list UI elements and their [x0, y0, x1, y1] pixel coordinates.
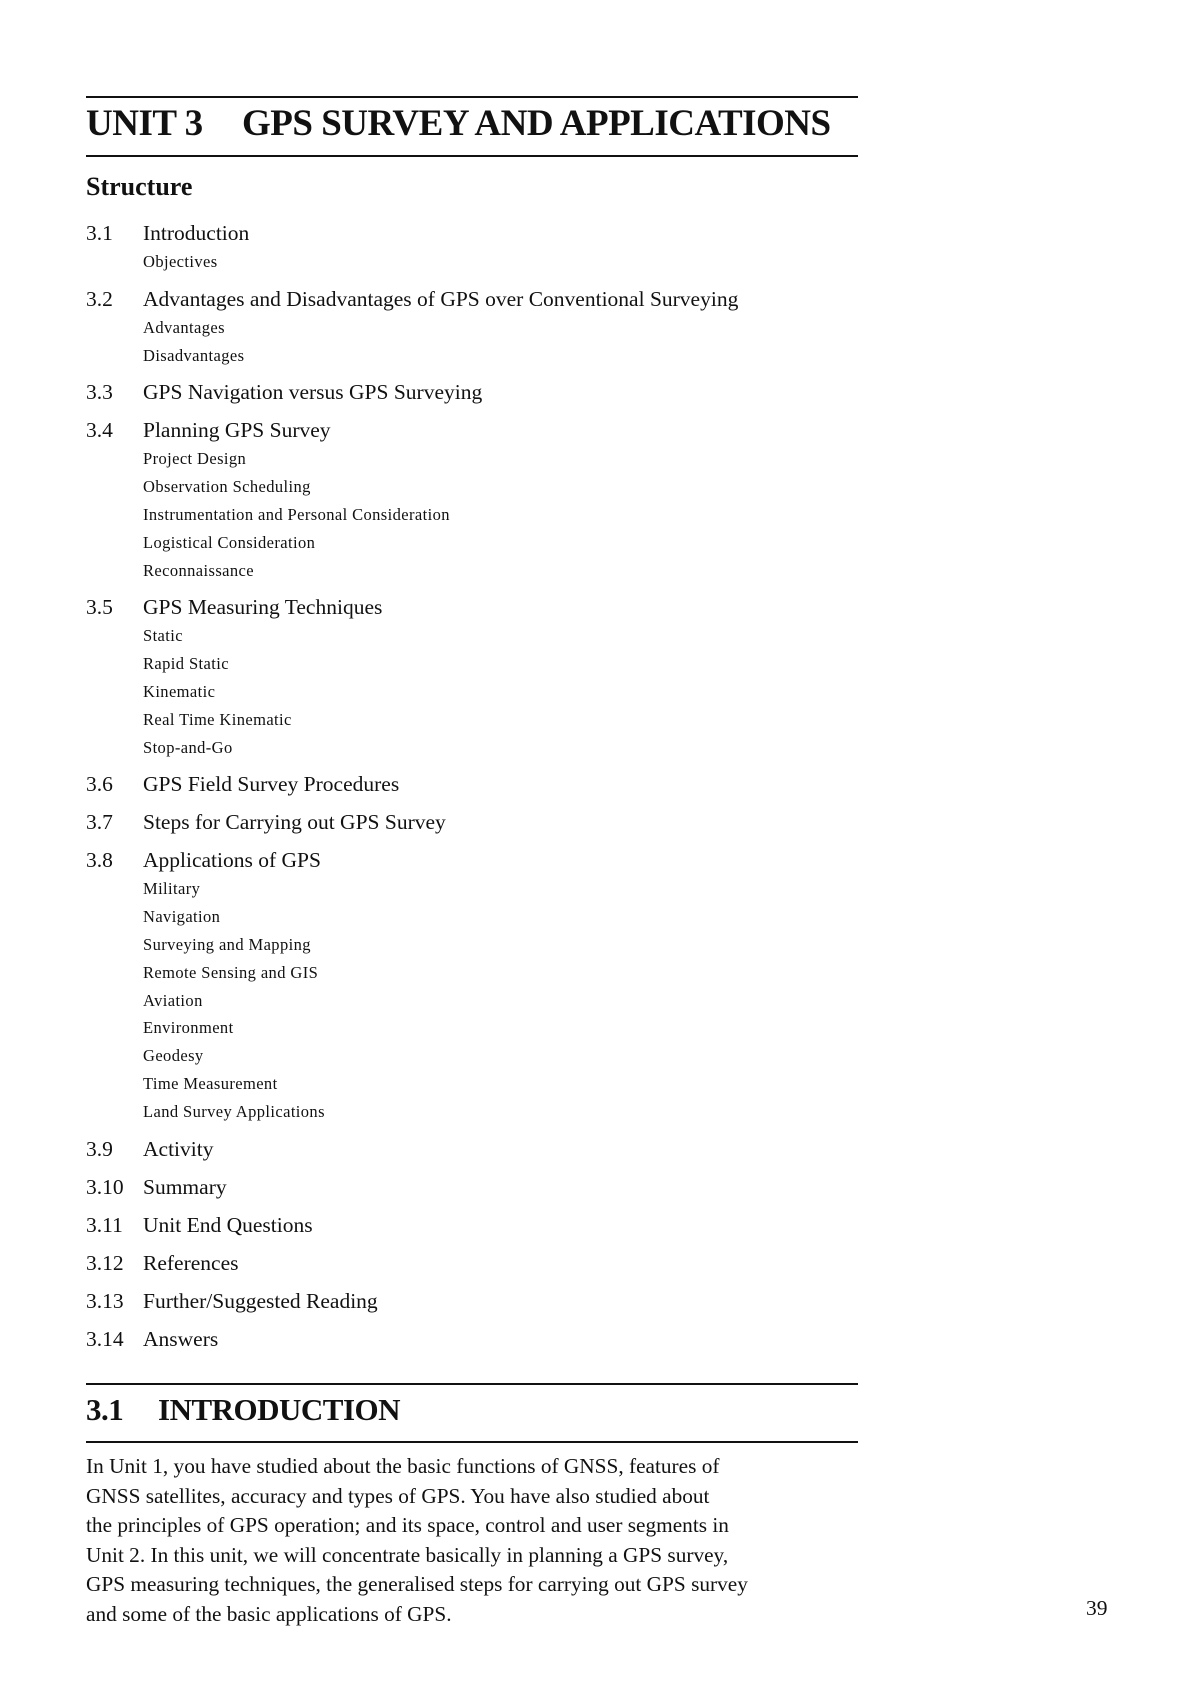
toc-section — [86, 377, 866, 407]
toc-entry-number: 3.14 — [86, 1326, 124, 1351]
structure-heading: Structure — [86, 172, 193, 201]
toc-entry-title: Introduction — [143, 221, 250, 245]
toc-entry-number: 3.8 — [86, 848, 113, 873]
toc-entry — [86, 1286, 866, 1316]
toc-subentry: Navigation — [143, 907, 221, 927]
toc-entry — [86, 592, 866, 622]
toc-subentry: Instrumentation and Personal Consideration — [143, 504, 450, 524]
toc-subentry: Objectives — [143, 252, 218, 271]
unit-number: UNIT 3 — [86, 103, 203, 144]
toc-subentry: Environment — [143, 1018, 234, 1038]
toc-section — [86, 807, 866, 837]
intro-paragraph — [86, 1452, 876, 1629]
toc-entry-number: 3.1 — [86, 221, 113, 245]
toc-entry-title: Planning GPS Survey — [143, 418, 331, 443]
toc-subentry: Advantages — [143, 317, 225, 337]
toc-entry-number: 3.11 — [86, 1212, 123, 1237]
toc-subentry: Stop-and-Go — [143, 737, 233, 757]
intro-text-line: GPS measuring techniques, the generalised steps for carrying out GPS survey — [86, 1572, 748, 1596]
toc-entry-number: 3.2 — [86, 286, 113, 311]
toc-entry-title: GPS Measuring Techniques — [143, 595, 383, 620]
intro-text-line: In Unit 1, you have studied about the basic functions of GNSS, features of — [86, 1454, 720, 1478]
intro-heading — [86, 1392, 400, 1428]
toc-entry-number: 3.7 — [86, 810, 113, 835]
toc-entry-title: Unit End Questions — [143, 1212, 313, 1237]
toc-subentry: Military — [143, 879, 201, 899]
toc-entry-title: Activity — [143, 1136, 214, 1161]
toc-entry-number: 3.4 — [86, 418, 113, 443]
toc-subentry: Remote Sensing and GIS — [143, 962, 319, 982]
toc-subentry: Land Survey Applications — [143, 1101, 325, 1121]
toc-entry-title: Advantages and Disadvantages of GPS over Conventional Surveying — [143, 286, 739, 311]
toc-section — [86, 1134, 866, 1164]
toc-entry — [86, 284, 866, 314]
toc-entry-title: Applications of GPS — [143, 848, 321, 873]
toc-entry — [86, 377, 866, 407]
intro-section-number: 3.1 — [86, 1392, 124, 1427]
toc-subentry: Static — [143, 626, 183, 646]
toc-entry — [86, 1134, 866, 1164]
title-bottom-rule — [86, 155, 858, 157]
toc-subentry: Aviation — [143, 990, 203, 1010]
toc-entry-title: Answers — [143, 1326, 219, 1351]
toc-section — [86, 1324, 866, 1354]
toc-entry-number: 3.10 — [86, 1174, 124, 1199]
toc-section — [86, 284, 866, 370]
toc-entry — [86, 218, 866, 248]
intro-bottom-rule — [86, 1441, 858, 1443]
toc-subentry: Time Measurement — [143, 1073, 278, 1093]
toc-subentry: Disadvantages — [143, 345, 245, 365]
toc-entry-number: 3.13 — [86, 1288, 124, 1313]
toc-subentry: Rapid Static — [143, 654, 229, 674]
toc-section — [86, 415, 866, 584]
intro-text-line: the principles of GPS operation; and its space, control and user segments in — [86, 1513, 729, 1537]
toc-entry-number: 3.12 — [86, 1250, 124, 1275]
toc-subentry: Kinematic — [143, 681, 216, 701]
toc-entry-title: Further/Suggested Reading — [143, 1288, 378, 1313]
toc-entry — [86, 845, 866, 875]
toc-subentry: Real Time Kinematic — [143, 709, 292, 729]
toc-section — [86, 1248, 866, 1278]
toc-subentry: Surveying and Mapping — [143, 934, 311, 954]
toc-entry — [86, 769, 866, 799]
toc-entry-title: Summary — [143, 1174, 227, 1199]
toc-entry — [86, 1172, 866, 1202]
unit-title — [86, 102, 866, 145]
toc-section — [86, 1210, 866, 1240]
toc-subentry: Geodesy — [143, 1046, 204, 1066]
toc-section — [86, 218, 866, 276]
toc-entry — [86, 1324, 866, 1354]
intro-section-title: INTRODUCTION — [158, 1392, 401, 1427]
toc-subentry: Project Design — [143, 449, 247, 469]
toc-subentry: Reconnaissance — [143, 560, 254, 580]
toc-entry-number: 3.3 — [86, 380, 113, 405]
page-number: 39 — [1086, 1596, 1108, 1620]
toc-section — [86, 769, 866, 799]
toc-entry — [86, 807, 866, 837]
toc-section — [86, 592, 866, 761]
table-of-contents — [86, 218, 866, 1362]
toc-subentry: Observation Scheduling — [143, 477, 311, 497]
toc-entry-title: References — [143, 1250, 239, 1275]
toc-entry-title: GPS Navigation versus GPS Surveying — [143, 380, 483, 405]
toc-section — [86, 845, 866, 1125]
toc-entry-title: Steps for Carrying out GPS Survey — [143, 810, 446, 835]
toc-entry-number: 3.6 — [86, 772, 113, 797]
toc-entry — [86, 1210, 866, 1240]
intro-text-line: GNSS satellites, accuracy and types of GPS. You have also studied about — [86, 1483, 710, 1508]
toc-entry — [86, 1248, 866, 1278]
toc-entry — [86, 415, 866, 445]
toc-subentry: Logistical Consideration — [143, 532, 316, 552]
title-top-rule — [86, 96, 858, 98]
intro-text-line: and some of the basic applications of GPS. — [86, 1601, 452, 1626]
toc-entry-title: GPS Field Survey Procedures — [143, 772, 400, 797]
intro-text-line: Unit 2. In this unit, we will concentrate basically in planning a GPS survey, — [86, 1542, 729, 1567]
unit-title-text: GPS SURVEY AND APPLICATIONS — [242, 103, 831, 144]
intro-top-rule — [86, 1383, 858, 1385]
toc-entry-number: 3.9 — [86, 1136, 113, 1161]
toc-entry-number: 3.5 — [86, 595, 113, 620]
toc-section — [86, 1172, 866, 1202]
toc-section — [86, 1286, 866, 1316]
